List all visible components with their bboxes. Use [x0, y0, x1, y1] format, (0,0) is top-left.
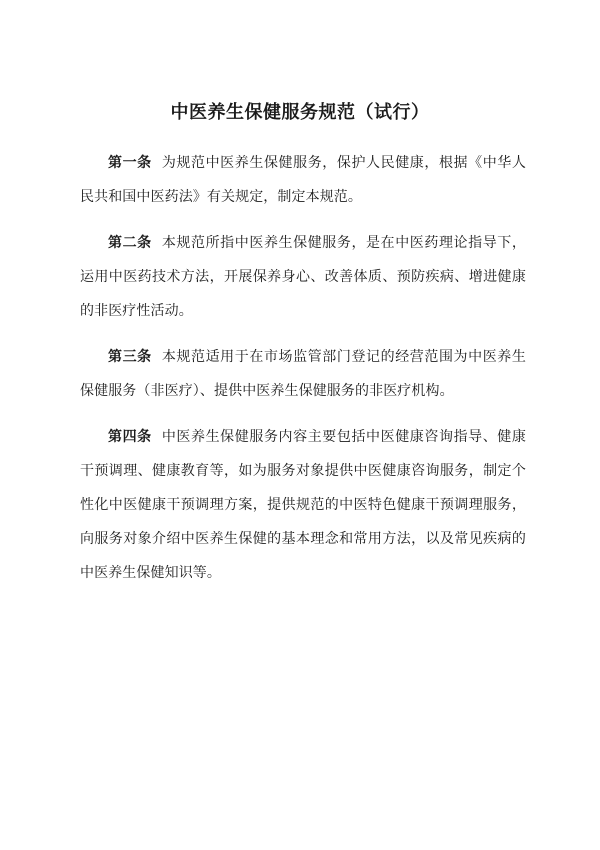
article-1 [80, 146, 526, 214]
article-label: 第四条 [108, 429, 152, 445]
article-2 [80, 226, 526, 328]
document-title: 中医养生保健服务规范（试行） [170, 102, 430, 123]
article-text: 中医养生保健服务内容主要包括中医健康咨询指导、健康干预调理、健康教育等，如为服务对象提供中医健康咨询服务，制定个性化中医健康干预调理方案，提供规范的中医特色健康干预调理服务，向服务对象介绍中医养生保健的基本理念和常用方法，以及常见疾病的中医养生保健知识等。 [80, 429, 526, 581]
article-text: 本规范所指中医养生保健服务，是在中医药理论指导下，运用中医药技术方法，开展保养身心、改善体质、预防疾病、增进健康的非医疗性活动。 [80, 235, 526, 319]
article-4 [80, 420, 526, 590]
article-text: 为规范中医养生保健服务，保护人民健康，根据《中华人民共和国中医药法》有关规定，制定本规范。 [80, 155, 526, 205]
article-label: 第一条 [108, 155, 152, 171]
article-text: 本规范适用于在市场监管部门登记的经营范围为中医养生保健服务（非医疗）、提供中医养生保健服务的非医疗机构。 [80, 349, 526, 399]
document-body [80, 146, 526, 602]
article-label: 第三条 [108, 349, 152, 365]
article-label: 第二条 [108, 235, 152, 251]
article-3 [80, 340, 526, 408]
